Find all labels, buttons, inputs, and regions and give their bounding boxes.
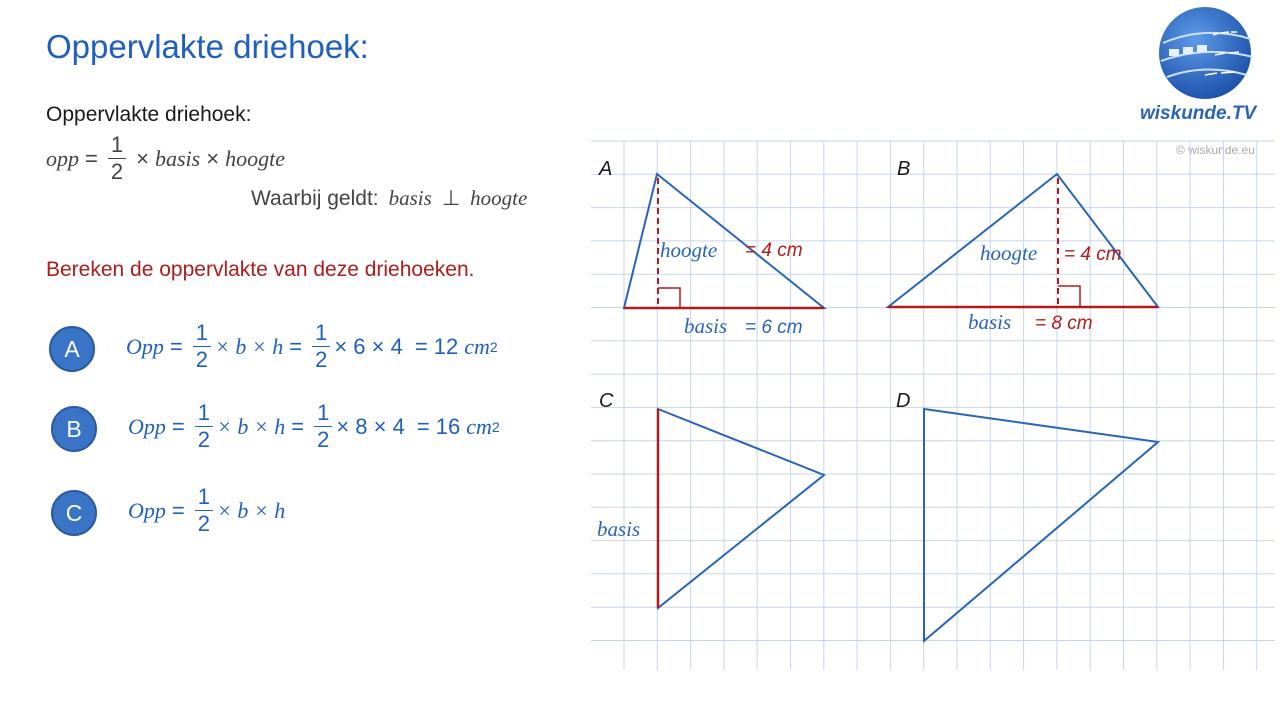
subtitle: Oppervlakte driehoek: xyxy=(46,103,252,126)
triangle-a-basis-label: basis xyxy=(684,314,728,338)
fraction-half: $\frac{1}{2}$ xyxy=(108,134,126,183)
label-c: C xyxy=(599,390,614,412)
triangle-a-hoogte-value: = 4 cm xyxy=(745,240,803,261)
logo-text: wiskunde.TV xyxy=(1140,103,1257,124)
answer-b-badge: B xyxy=(51,406,97,452)
label-b: B xyxy=(897,158,911,180)
triangle-c xyxy=(658,409,824,608)
answer-a-formula: Opp = $\frac{1}{2}$ × b × h = $\frac{1}{2}$ × 6 × 4 = 12 cm 2 xyxy=(126,320,498,372)
triangle-b-basis-label: basis xyxy=(968,310,1012,334)
page-title: Oppervlakte driehoek: xyxy=(46,28,369,65)
perpendicular-condition: Waarbij geldt: basis ⊥ hoogte xyxy=(251,186,528,210)
triangle-b-hoogte-value: = 4 cm xyxy=(1064,244,1122,265)
answer-a-badge: A xyxy=(49,326,95,372)
triangle-b-basis-value: = 8 cm xyxy=(1035,313,1093,334)
answer-c-formula: Opp = $\frac{1}{2}$ × b × h xyxy=(128,484,286,536)
triangle-d xyxy=(924,409,1158,641)
copyright-text: © wiskunde.eu xyxy=(1176,143,1255,157)
area-formula: opp = $\frac{1}{2}$ × basis × hoogte xyxy=(46,132,285,184)
label-a: A xyxy=(599,158,613,180)
triangle-a-hoogte-label: hoogte xyxy=(660,238,718,262)
answer-c-badge: C xyxy=(51,490,97,536)
label-d: D xyxy=(896,390,911,412)
triangle-a-right-angle xyxy=(658,288,680,308)
grid-lines xyxy=(591,141,1275,670)
triangle-c-basis-label: basis xyxy=(597,517,641,541)
task-text: Bereken de oppervlakte van deze driehoeken. xyxy=(46,258,475,281)
triangle-a-basis-value: = 6 cm xyxy=(745,317,803,338)
triangle-b-right-angle xyxy=(1058,286,1080,307)
answer-b-formula: Opp = $\frac{1}{2}$ × b × h = $\frac{1}{2}$ × 8 × 4 = 16 cm 2 xyxy=(128,400,500,452)
triangle-b-hoogte-label: hoogte xyxy=(980,241,1038,265)
